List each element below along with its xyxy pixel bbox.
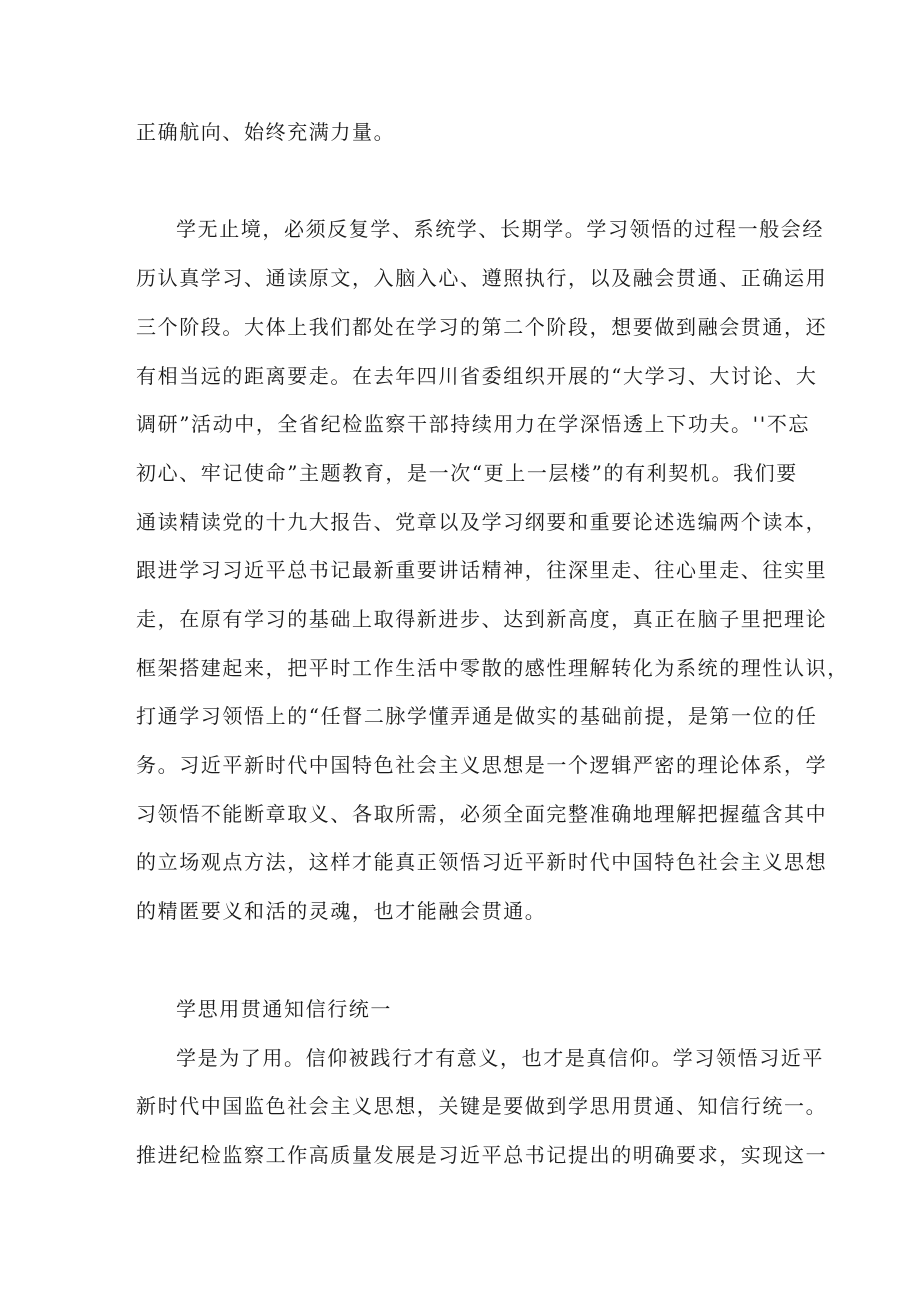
paragraph-2-line-4: 有相当远的距离要走。在去年四川省委组织开展的“大学习、大讨论、大 bbox=[136, 364, 818, 388]
paragraph-2-line-1: 学无止境，必须反复学、系统学、长期学。学习领悟的过程一般会经 bbox=[176, 217, 824, 241]
paragraph-2-line-13: 习领悟不能断章取义、各取所需，必须全面完整准确地理解把握蕴含其中 bbox=[136, 802, 828, 826]
paragraph-3-line-1: 学是为了用。信仰被践行才有意义，也才是真信仰。学习领悟习近平 bbox=[176, 1046, 824, 1070]
paragraph-3-line-3: 推进纪检监察工作高质量发展是习近平总书记提出的明确要求，实现这一 bbox=[136, 1143, 828, 1167]
paragraph-3-line-2: 新时代中国监色社会主义思想，关键是要做到学思用贯通、知信行统一。 bbox=[136, 1094, 828, 1118]
paragraph-2-line-15: 的精匿要义和活的灵魂，也才能融会贯通。 bbox=[136, 899, 547, 923]
paragraph-2-line-11: 打通学习领悟上的“任督二脉学懂弄通是做实的基础前提，是第一位的任 bbox=[136, 704, 818, 728]
paragraph-2-line-8: 跟进学习习近平总书记最新重要讲话精神，往深里走、往心里走、往实里 bbox=[136, 558, 828, 582]
paragraph-2-line-5: 调研”活动中，全省纪检监察干部持续用力在学深悟透上下功夫。''不忘 bbox=[136, 412, 811, 436]
paragraph-2-line-3: 三个阶段。大体上我们都处在学习的第二个阶段，想要做到融会贯通，还 bbox=[136, 315, 828, 339]
paragraph-2-line-6: 初心、牢记使命”主题教育，是一次“更上一层楼”的有利契机。我们要 bbox=[136, 461, 798, 485]
paragraph-2-line-10: 框架搭建起来，把平时工作生活中零散的感性理解转化为系统的理性认识， bbox=[136, 656, 849, 680]
paragraph-2-line-12: 务。习近平新时代中国特色社会主义思想是一个逻辑严密的理论体系，学 bbox=[136, 753, 828, 777]
paragraph-1-line-1: 正确航向、始终充满力量。 bbox=[136, 120, 396, 144]
section-heading: 学思用贯通知信行统一 bbox=[176, 997, 392, 1021]
paragraph-2-line-2: 历认真学习、通读原文，入脑入心、遵照执行，以及融会贯通、正确运用 bbox=[136, 266, 828, 290]
paragraph-2-line-9: 走，在原有学习的基础上取得新进步、达到新高度，真正在脑子里把理论 bbox=[136, 607, 828, 631]
paragraph-2-line-7: 通读精读党的十九大报告、党章以及学习纲要和重要论述选编两个读本， bbox=[136, 510, 828, 534]
paragraph-2-line-14: 的立场观点方法，这样才能真正领悟习近平新时代中国特色社会主义思想 bbox=[136, 850, 828, 874]
